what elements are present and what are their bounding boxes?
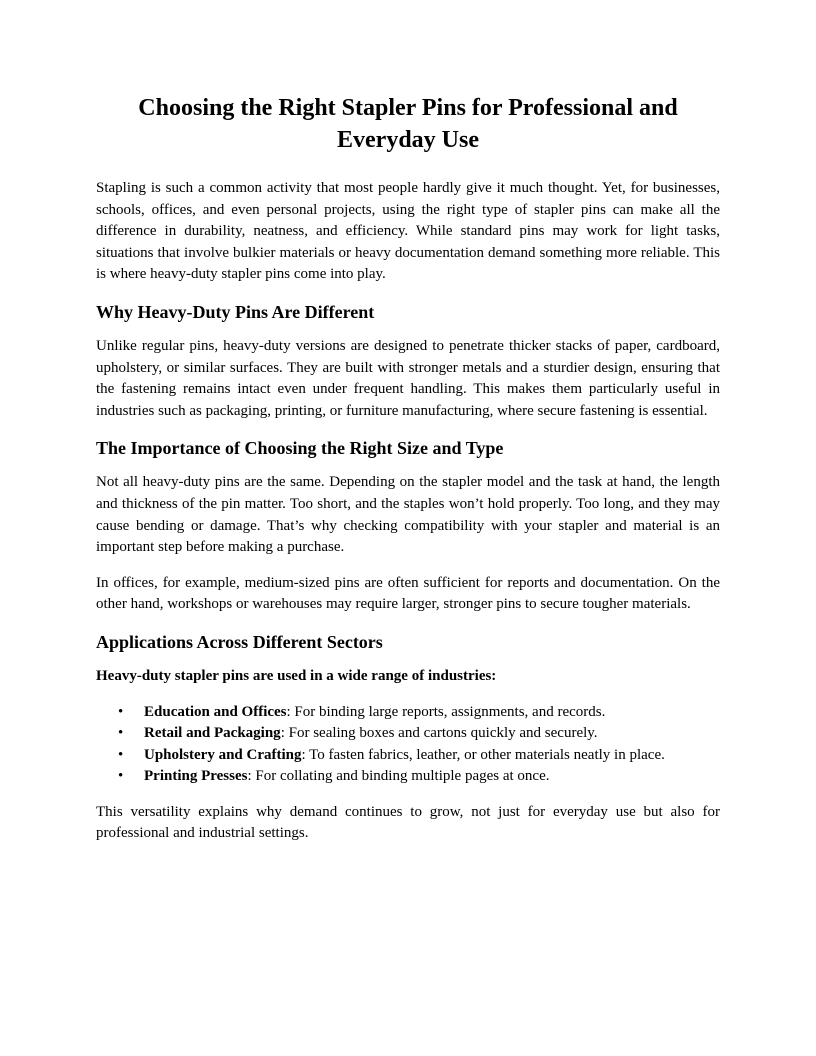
- section-heading-heavy-duty: Why Heavy-Duty Pins Are Different: [96, 301, 375, 322]
- document-body: [96, 92, 720, 859]
- section-paragraph: In offices, for example, medium-sized pins are often sufficient for reports and documentation. On the other hand, workshops or warehouses may require larger, stronger pins to secure tougher materials.: [96, 574, 720, 613]
- list-item: [96, 766, 720, 788]
- list-item: [96, 723, 720, 745]
- list-item-text: : For binding large reports, assignments, and records.: [286, 703, 606, 720]
- intro-paragraph: Stapling is such a common activity that most people hardly give it much thought. Yet, for businesses, schools, offices, and even personal projects, using the right type of stapler pins can make all the difference in durability, neatness, and efficiency. While standard pins may work for light tasks, situations that involve bulkier materials or heavy documentation demand something more reliable. This is where heavy-duty stapler pins come into play.: [96, 180, 720, 283]
- bullet-icon: •: [118, 725, 124, 742]
- bullet-icon: •: [118, 703, 124, 720]
- section-paragraph: Unlike regular pins, heavy-duty versions are designed to penetrate thicker stacks of paper, cardboard, upholstery, or similar surfaces. They are built with stronger metals and a sturdier design, ensuring that the fastening remains intact even under frequent handling. This makes them particularly useful in industries such as packaging, printing, or furniture manufacturing, where secure fastening is essential.: [96, 337, 720, 419]
- bullet-icon: •: [118, 746, 124, 763]
- page-title: Choosing the Right Stapler Pins for Professional and Everyday Use: [138, 95, 678, 153]
- list-item-term: Education and Offices: [144, 703, 287, 720]
- list-item: [96, 745, 720, 767]
- applications-lead: Heavy-duty stapler pins are used in a wide range of industries:: [96, 667, 497, 684]
- applications-list: [96, 702, 720, 788]
- list-item-text: : To fasten fabrics, leather, or other materials neatly in place.: [301, 746, 665, 763]
- list-item-term: Printing Presses: [144, 768, 248, 785]
- section-heading-size-type: The Importance of Choosing the Right Size and Type: [96, 438, 504, 459]
- section-heading-applications: Applications Across Different Sectors: [96, 631, 383, 652]
- bullet-icon: •: [118, 768, 124, 785]
- list-item-term: Upholstery and Crafting: [144, 746, 302, 763]
- list-item-text: : For collating and binding multiple pages at once.: [247, 768, 550, 785]
- list-item-text: : For sealing boxes and cartons quickly and securely.: [280, 725, 598, 742]
- closing-paragraph: This versatility explains why demand continues to grow, not just for everyday use but also for professional and industrial settings.: [96, 803, 720, 842]
- section-paragraph: Not all heavy-duty pins are the same. Depending on the stapler model and the task at hand, the length and thickness of the pin matter. Too short, and the staples won’t hold properly. Too long, and they may cause bending or damage. That’s why checking compatibility with your stapler and material is an important step before making a purchase.: [96, 474, 720, 556]
- list-item-term: Retail and Packaging: [144, 725, 281, 742]
- list-item: [96, 702, 720, 724]
